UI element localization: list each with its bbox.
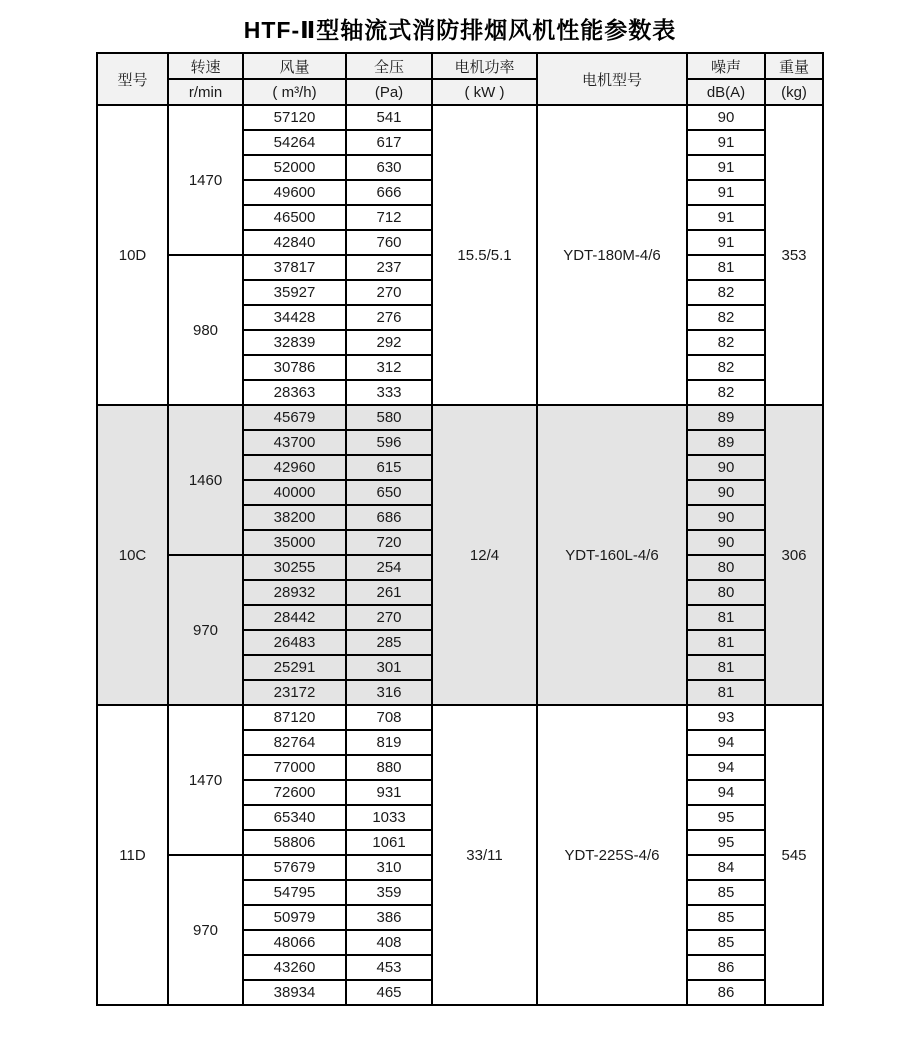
pressure-cell: 931 bbox=[346, 780, 432, 805]
header-noise-unit: dB(A) bbox=[687, 79, 765, 105]
speed-cell: 970 bbox=[168, 855, 243, 1005]
table-row bbox=[97, 405, 823, 430]
noise-cell: 94 bbox=[687, 755, 765, 780]
pressure-cell: 580 bbox=[346, 405, 432, 430]
pressure-cell: 237 bbox=[346, 255, 432, 280]
noise-cell: 94 bbox=[687, 730, 765, 755]
noise-cell: 94 bbox=[687, 780, 765, 805]
noise-cell: 82 bbox=[687, 280, 765, 305]
airflow-cell: 87120 bbox=[243, 705, 346, 730]
noise-cell: 93 bbox=[687, 705, 765, 730]
noise-cell: 90 bbox=[687, 455, 765, 480]
speed-cell: 1470 bbox=[168, 105, 243, 255]
noise-cell: 81 bbox=[687, 680, 765, 705]
noise-cell: 91 bbox=[687, 155, 765, 180]
pressure-cell: 596 bbox=[346, 430, 432, 455]
pressure-cell: 712 bbox=[346, 205, 432, 230]
pressure-cell: 760 bbox=[346, 230, 432, 255]
power-cell: 33/11 bbox=[432, 705, 537, 1005]
weight-cell: 306 bbox=[765, 405, 823, 705]
noise-cell: 81 bbox=[687, 655, 765, 680]
pressure-cell: 650 bbox=[346, 480, 432, 505]
airflow-cell: 72600 bbox=[243, 780, 346, 805]
pressure-cell: 333 bbox=[346, 380, 432, 405]
noise-cell: 90 bbox=[687, 530, 765, 555]
speed-cell: 970 bbox=[168, 555, 243, 705]
header-noise: 噪声 bbox=[687, 53, 765, 79]
airflow-cell: 54264 bbox=[243, 130, 346, 155]
pressure-cell: 254 bbox=[346, 555, 432, 580]
airflow-cell: 30255 bbox=[243, 555, 346, 580]
pressure-cell: 270 bbox=[346, 280, 432, 305]
header-power: 电机功率 bbox=[432, 53, 537, 79]
airflow-cell: 54795 bbox=[243, 880, 346, 905]
pressure-cell: 261 bbox=[346, 580, 432, 605]
pressure-cell: 359 bbox=[346, 880, 432, 905]
noise-cell: 91 bbox=[687, 230, 765, 255]
noise-cell: 85 bbox=[687, 880, 765, 905]
noise-cell: 81 bbox=[687, 605, 765, 630]
noise-cell: 85 bbox=[687, 930, 765, 955]
header-speed: 转速 bbox=[168, 53, 243, 79]
noise-cell: 90 bbox=[687, 105, 765, 130]
noise-cell: 95 bbox=[687, 830, 765, 855]
speed-cell: 1460 bbox=[168, 405, 243, 555]
table-header bbox=[97, 53, 823, 105]
noise-cell: 81 bbox=[687, 255, 765, 280]
pressure-cell: 408 bbox=[346, 930, 432, 955]
weight-cell: 353 bbox=[765, 105, 823, 405]
power-cell: 15.5/5.1 bbox=[432, 105, 537, 405]
pressure-cell: 312 bbox=[346, 355, 432, 380]
header-row-labels bbox=[97, 53, 823, 79]
header-row-units bbox=[97, 79, 823, 105]
airflow-cell: 34428 bbox=[243, 305, 346, 330]
fan-performance-table bbox=[96, 52, 824, 1006]
airflow-cell: 38934 bbox=[243, 980, 346, 1005]
airflow-cell: 40000 bbox=[243, 480, 346, 505]
airflow-cell: 45679 bbox=[243, 405, 346, 430]
pressure-cell: 708 bbox=[346, 705, 432, 730]
motor-cell: YDT-160L-4/6 bbox=[537, 405, 687, 705]
noise-cell: 85 bbox=[687, 905, 765, 930]
header-airflow: 风量 bbox=[243, 53, 346, 79]
pressure-cell: 1061 bbox=[346, 830, 432, 855]
noise-cell: 91 bbox=[687, 205, 765, 230]
noise-cell: 86 bbox=[687, 980, 765, 1005]
motor-cell: YDT-180M-4/6 bbox=[537, 105, 687, 405]
speed-cell: 980 bbox=[168, 255, 243, 405]
airflow-cell: 25291 bbox=[243, 655, 346, 680]
airflow-cell: 43260 bbox=[243, 955, 346, 980]
noise-cell: 89 bbox=[687, 405, 765, 430]
pressure-cell: 541 bbox=[346, 105, 432, 130]
pressure-cell: 615 bbox=[346, 455, 432, 480]
model-cell: 10C bbox=[97, 405, 168, 705]
airflow-cell: 26483 bbox=[243, 630, 346, 655]
noise-cell: 95 bbox=[687, 805, 765, 830]
pressure-cell: 686 bbox=[346, 505, 432, 530]
noise-cell: 81 bbox=[687, 630, 765, 655]
noise-cell: 91 bbox=[687, 180, 765, 205]
pressure-cell: 386 bbox=[346, 905, 432, 930]
pressure-cell: 819 bbox=[346, 730, 432, 755]
noise-cell: 82 bbox=[687, 355, 765, 380]
model-cell: 10D bbox=[97, 105, 168, 405]
pressure-cell: 453 bbox=[346, 955, 432, 980]
header-power-unit: ( kW ) bbox=[432, 79, 537, 105]
header-airflow-unit: ( m³/h) bbox=[243, 79, 346, 105]
noise-cell: 90 bbox=[687, 480, 765, 505]
airflow-cell: 57679 bbox=[243, 855, 346, 880]
pressure-cell: 270 bbox=[346, 605, 432, 630]
pressure-cell: 630 bbox=[346, 155, 432, 180]
airflow-cell: 32839 bbox=[243, 330, 346, 355]
noise-cell: 91 bbox=[687, 130, 765, 155]
model-cell: 11D bbox=[97, 705, 168, 1005]
airflow-cell: 43700 bbox=[243, 430, 346, 455]
table-body bbox=[97, 105, 823, 1005]
noise-cell: 82 bbox=[687, 330, 765, 355]
airflow-cell: 58806 bbox=[243, 830, 346, 855]
noise-cell: 80 bbox=[687, 580, 765, 605]
airflow-cell: 28442 bbox=[243, 605, 346, 630]
airflow-cell: 30786 bbox=[243, 355, 346, 380]
airflow-cell: 46500 bbox=[243, 205, 346, 230]
header-speed-unit: r/min bbox=[168, 79, 243, 105]
pressure-cell: 617 bbox=[346, 130, 432, 155]
pressure-cell: 292 bbox=[346, 330, 432, 355]
pressure-cell: 666 bbox=[346, 180, 432, 205]
airflow-cell: 48066 bbox=[243, 930, 346, 955]
pressure-cell: 276 bbox=[346, 305, 432, 330]
noise-cell: 82 bbox=[687, 380, 765, 405]
pressure-cell: 310 bbox=[346, 855, 432, 880]
header-pressure-unit: (Pa) bbox=[346, 79, 432, 105]
airflow-cell: 77000 bbox=[243, 755, 346, 780]
header-motor: 电机型号 bbox=[537, 53, 687, 105]
header-model: 型号 bbox=[97, 53, 168, 105]
header-pressure: 全压 bbox=[346, 53, 432, 79]
pressure-cell: 285 bbox=[346, 630, 432, 655]
airflow-cell: 37817 bbox=[243, 255, 346, 280]
header-weight-unit: (kg) bbox=[765, 79, 823, 105]
pressure-cell: 465 bbox=[346, 980, 432, 1005]
noise-cell: 89 bbox=[687, 430, 765, 455]
header-weight: 重量 bbox=[765, 53, 823, 79]
airflow-cell: 52000 bbox=[243, 155, 346, 180]
airflow-cell: 42960 bbox=[243, 455, 346, 480]
pressure-cell: 301 bbox=[346, 655, 432, 680]
airflow-cell: 28932 bbox=[243, 580, 346, 605]
table-row bbox=[97, 705, 823, 730]
pressure-cell: 880 bbox=[346, 755, 432, 780]
airflow-cell: 35000 bbox=[243, 530, 346, 555]
airflow-cell: 23172 bbox=[243, 680, 346, 705]
airflow-cell: 42840 bbox=[243, 230, 346, 255]
power-cell: 12/4 bbox=[432, 405, 537, 705]
noise-cell: 86 bbox=[687, 955, 765, 980]
noise-cell: 82 bbox=[687, 305, 765, 330]
page-title: HTF-Ⅱ型轴流式消防排烟风机性能参数表 bbox=[243, 17, 677, 43]
airflow-cell: 49600 bbox=[243, 180, 346, 205]
pressure-cell: 316 bbox=[346, 680, 432, 705]
airflow-cell: 35927 bbox=[243, 280, 346, 305]
noise-cell: 84 bbox=[687, 855, 765, 880]
airflow-cell: 50979 bbox=[243, 905, 346, 930]
noise-cell: 80 bbox=[687, 555, 765, 580]
airflow-cell: 57120 bbox=[243, 105, 346, 130]
pressure-cell: 720 bbox=[346, 530, 432, 555]
airflow-cell: 65340 bbox=[243, 805, 346, 830]
weight-cell: 545 bbox=[765, 705, 823, 1005]
airflow-cell: 38200 bbox=[243, 505, 346, 530]
airflow-cell: 82764 bbox=[243, 730, 346, 755]
pressure-cell: 1033 bbox=[346, 805, 432, 830]
table-row bbox=[97, 105, 823, 130]
motor-cell: YDT-225S-4/6 bbox=[537, 705, 687, 1005]
airflow-cell: 28363 bbox=[243, 380, 346, 405]
speed-cell: 1470 bbox=[168, 705, 243, 855]
noise-cell: 90 bbox=[687, 505, 765, 530]
